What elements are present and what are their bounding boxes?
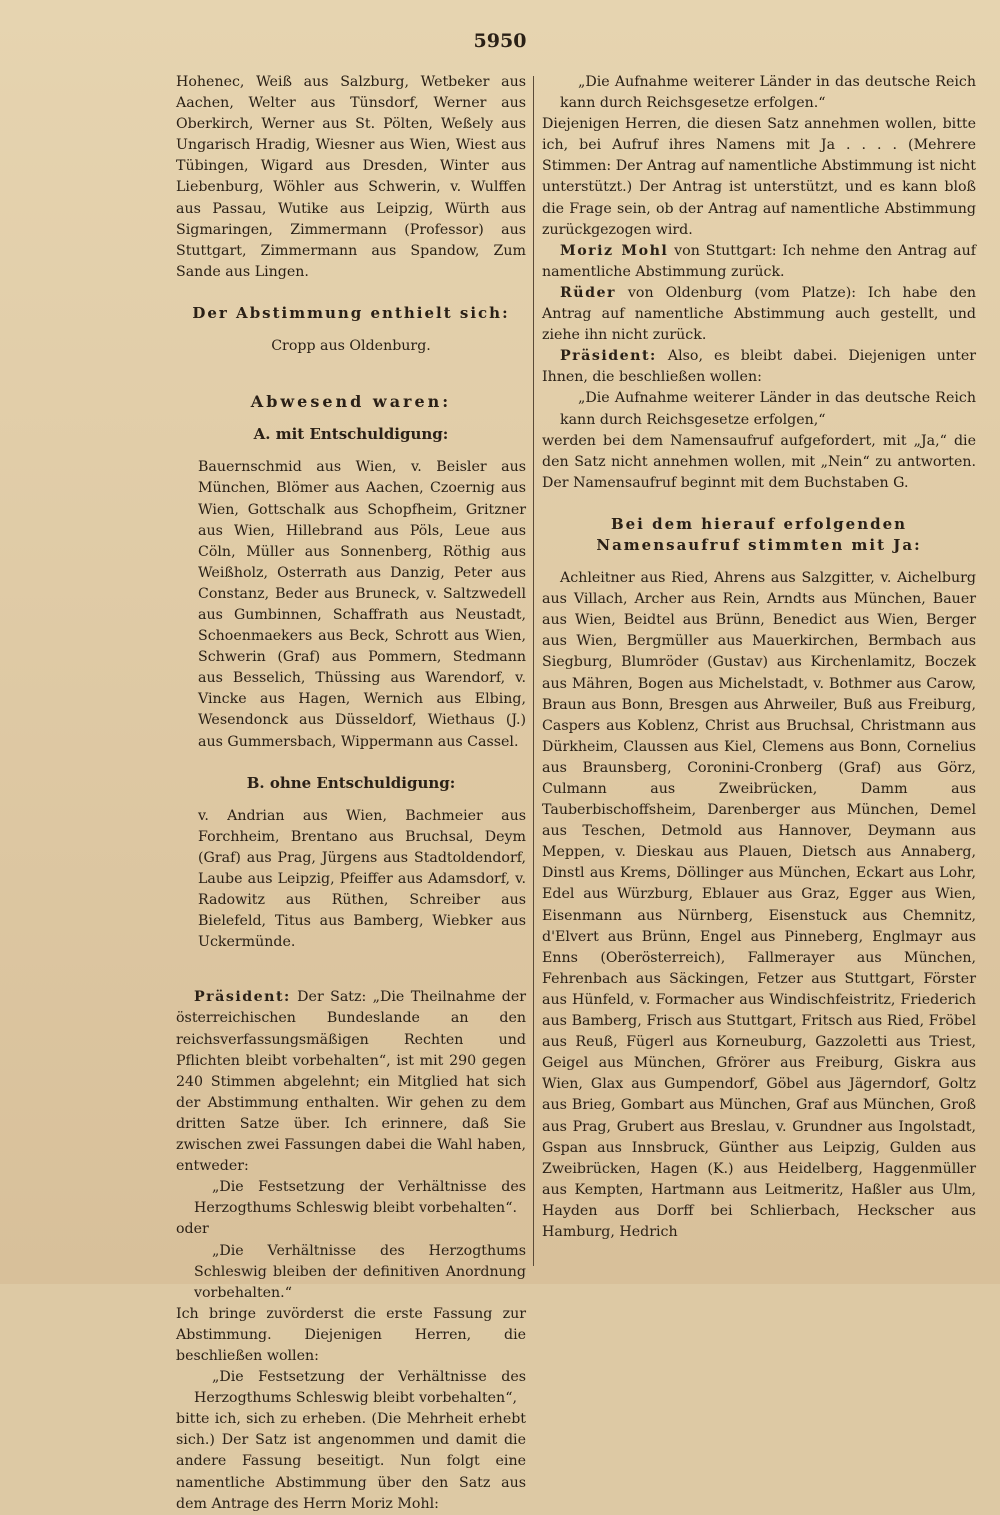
president-text-right: Also, es bleibt dabei. Diejenigen unter Ihnen, die beschließen wollen:	[542, 348, 977, 386]
mohl-text: von Stuttgart: Ich nehme den Antrag auf namentliche Abstimmung zurück.	[542, 242, 976, 280]
rueder-name: Rüder	[560, 284, 617, 301]
quote-b: „Die Aufnahme weiterer Länder in das deutsche Reich kann durch Reichsgesetze erfolgen,“	[560, 390, 976, 428]
abstained-heading: Der Abstimmung enthielt sich:	[192, 303, 510, 322]
excused-heading: A. mit Entschuldigung:	[253, 425, 449, 444]
absent-heading: Abwesend waren:	[250, 392, 452, 412]
excused-list: Bauernschmid aus Wien, v. Beisler aus München, Blömer aus Aachen, Czoernig aus Wien, Gottschalk aus Schopfheim, Gritzner aus Wien, Hillebrand aus Pöls, Leue aus Cöln, Müller aus Sonnenberg, Röthig aus Weißholz, Osterrath aus Danzig, Peter aus Constanz, Beder aus Bruneck, v. Saltzwedell aus Gumbinnen, Schaffrath aus Neustadt, Schoenmaekers aus Beck, Schrott aus Wien, Schwerin (Graf) aus Pommern, Stedmann aus Besselich, Thüssing aus Warendorf, v. Vincke aus Hagen, Wernich aus Elbing, Wesendonck aus Düsseldorf, Wiethaus (J.) aus Gummersbach, Wippermann aus Cassel.	[198, 459, 526, 750]
page-number: 5950	[473, 30, 527, 52]
rueder-text: von Oldenburg (vom Platze): Ich habe den Antrag auf namentliche Abstimmung auch gestellt, und ziehe ihn nicht zurück.	[542, 284, 976, 344]
closing-text: bitte ich, sich zu erheben. (Die Mehrheit erhebt sich.) Der Satz ist angenommen und damit die andere Fassung beseitigt. Nun folgt eine namentliche Abstimmung über den Satz aus dem Antrage des Herrn Moriz Mohl:	[176, 1411, 526, 1512]
ja-list: Achleitner aus Ried, Ahrens aus Salzgitter, v. Aichelburg aus Villach, Archer aus Rein, Arndts aus München, Bauer aus Wien, Beidtel aus Brünn, Benedict aus Wien, Berger aus Wien, Bergmüller aus Mauerkirchen, Bermbach aus Siegburg, Blumröder (Gustav) aus Kirchenlamitz, Boczek aus Mähren, Bogen aus Michelstadt, v. Bothmer aus Carow, Braun aus Bonn, Bresgen aus Ahrweiler, Buß aus Freiburg, Caspers aus Koblenz, Christ aus Bruchsal, Christmann aus Dürkheim, Claussen aus Kiel, Clemens aus Bonn, Cornelius aus Braunsberg, Coronini-Cronberg (Graf) aus Görz, Culmann aus Zweibrücken, Damm aus Tauberbischoffsheim, Darenberger aus München, Demel aus Teschen, Detmold aus Hannover, Deymann aus Meppen, v. Dieskau aus Plauen, Dietsch aus Annaberg, Dinstl aus Krems, Döllinger aus München, Eckart aus Lohr, Edel aus Würzburg, Eblauer aus Graz, Egger aus Wien, Eisenmann aus Nürnberg, Eisenstuck aus Chemnitz, d'Elvert aus Brünn, Engel aus Pinneberg, Englmayr aus Enns (Oberösterreich), Fallmerayer aus München, Fehrenbach aus Säckingen, Fetzer aus Stuttgart, Förster aus Hünfeld, v. Formacher aus Windischfeistritz, Friederich aus Bamberg, Frisch aus Stuttgart, Fritsch aus Ried, Fröbel aus Reuß, Fügerl aus Korneuburg, Gazzoletti aus Triest, Geigel aus München, Gfrörer aus Freiburg, Giskra aus Wien, Glax aus Gumpendorf, Göbel aus Jägerndorf, Goltz aus Brieg, Gombart aus München, Graf aus München, Groß aus Prag, Grubert aus Breslau, v. Grundner aus Ingolstadt, Gspan aus Innsbruck, Günther aus Leipzig, Gulden aus Zweibrücken, Hagen (K.) aus Heidelberg, Haggenmüller aus Kempten, Hartmann aus Leitmeritz, Haßler aus Ulm, Hayden aus Dorff bei Schlierbach, Heckscher aus Hamburg, Hedrich	[542, 570, 976, 1240]
unexcused-heading: B. ohne Entschuldigung:	[246, 773, 456, 792]
bring-text: Ich bringe zuvörderst die erste Fassung zur Abstimmung. Diejenigen Herren, die beschließen wollen:	[176, 1305, 526, 1364]
column-divider	[533, 76, 534, 1266]
president-text: Der Satz: „Die Theilnahme der österreichischen Bundeslande an den reichsverfassungsmäßigen Rechten und Pflichten bleibt vorbehalten“, ist mit 290 gegen 240 Stimmen abgelehnt; ein Mitglied hat sich der Abstimmung enthalten. Wir gehen zu dem dritten Satze über. Ich erinnere, daß Sie zwischen zwei Fassungen dabei die Wahl haben, entweder:	[176, 989, 526, 1175]
right-column	[542, 72, 976, 1270]
para-b: werden bei dem Namensaufruf aufgefordert, mit „Ja,“ die den Satz nicht annehmen wollen, mit „Nein“ zu antworten. Der Namensaufruf beginnt mit dem Buchstaben G.	[542, 432, 976, 491]
mohl-statement	[542, 241, 976, 283]
quote-a: „Die Aufnahme weiterer Länder in das deutsche Reich kann durch Reichsgesetze erfolgen.“	[560, 74, 976, 112]
president-statement	[176, 987, 526, 1177]
abstained-name: Cropp aus Oldenburg.	[271, 338, 431, 355]
oder: oder	[176, 1221, 209, 1238]
rueder-statement	[542, 283, 976, 346]
ja-list-continued: Hohenec, Weiß aus Salzburg, Wetbeker aus Aachen, Welter aus Tünsdorf, Werner aus Oberkirch, Werner aus St. Pölten, Weßely aus Ungarisch Hradig, Wiesner aus Wien, Wiest aus Tübingen, Wigard aus Dresden, Winter aus Liebenburg, Wöhler aus Schwerin, v. Wulffen aus Passau, Wutike aus Leipzig, Würth aus Sigmaringen, Zimmermann (Professor) aus Stuttgart, Zimmermann aus Spandow, Zum Sande aus Lingen.	[176, 74, 526, 280]
president-label: Präsident:	[194, 989, 291, 1006]
quote-3: „Die Festsetzung der Verhältnisse des Herzogthums Schleswig bleibt vorbehalten“,	[194, 1369, 526, 1407]
quote-2: „Die Verhältnisse des Herzogthums Schleswig bleiben der definitiven Anordnung vorbehalten.“	[194, 1242, 526, 1301]
unexcused-list: v. Andrian aus Wien, Bachmeier aus Forchheim, Brentano aus Bruchsal, Deym (Graf) aus Prag, Jürgens aus Stadtoldendorf, Laube aus Leipzig, Pfeiffer aus Adamsdorf, v. Radowitz aus Rüthen, Schreiber aus Bielefeld, Titus aus Bamberg, Wiebker aus Uckermünde.	[198, 807, 526, 951]
vote-heading: Bei dem hierauf erfolgenden Namensaufruf stimmten mit Ja:	[596, 514, 922, 554]
left-column	[176, 72, 526, 1512]
mohl-name: Moriz Mohl	[560, 242, 669, 259]
para-a: Diejenigen Herren, die diesen Satz annehmen wollen, bitte ich, bei Aufruf ihres Namens mit Ja . . . . (Mehrere Stimmen: Der Antrag auf namentliche Abstimmung ist nicht unterstützt.) Der Antrag ist unterstützt, und es kann bloß die Frage sein, ob der Antrag auf namentliche Abstimmung zurückgezogen wird.	[542, 116, 976, 238]
president-label-right: Präsident:	[560, 348, 657, 365]
quote-1: „Die Festsetzung der Verhältnisse des Herzogthums Schleswig bleibt vorbehalten“.	[194, 1179, 526, 1217]
president-statement-right	[542, 346, 976, 388]
